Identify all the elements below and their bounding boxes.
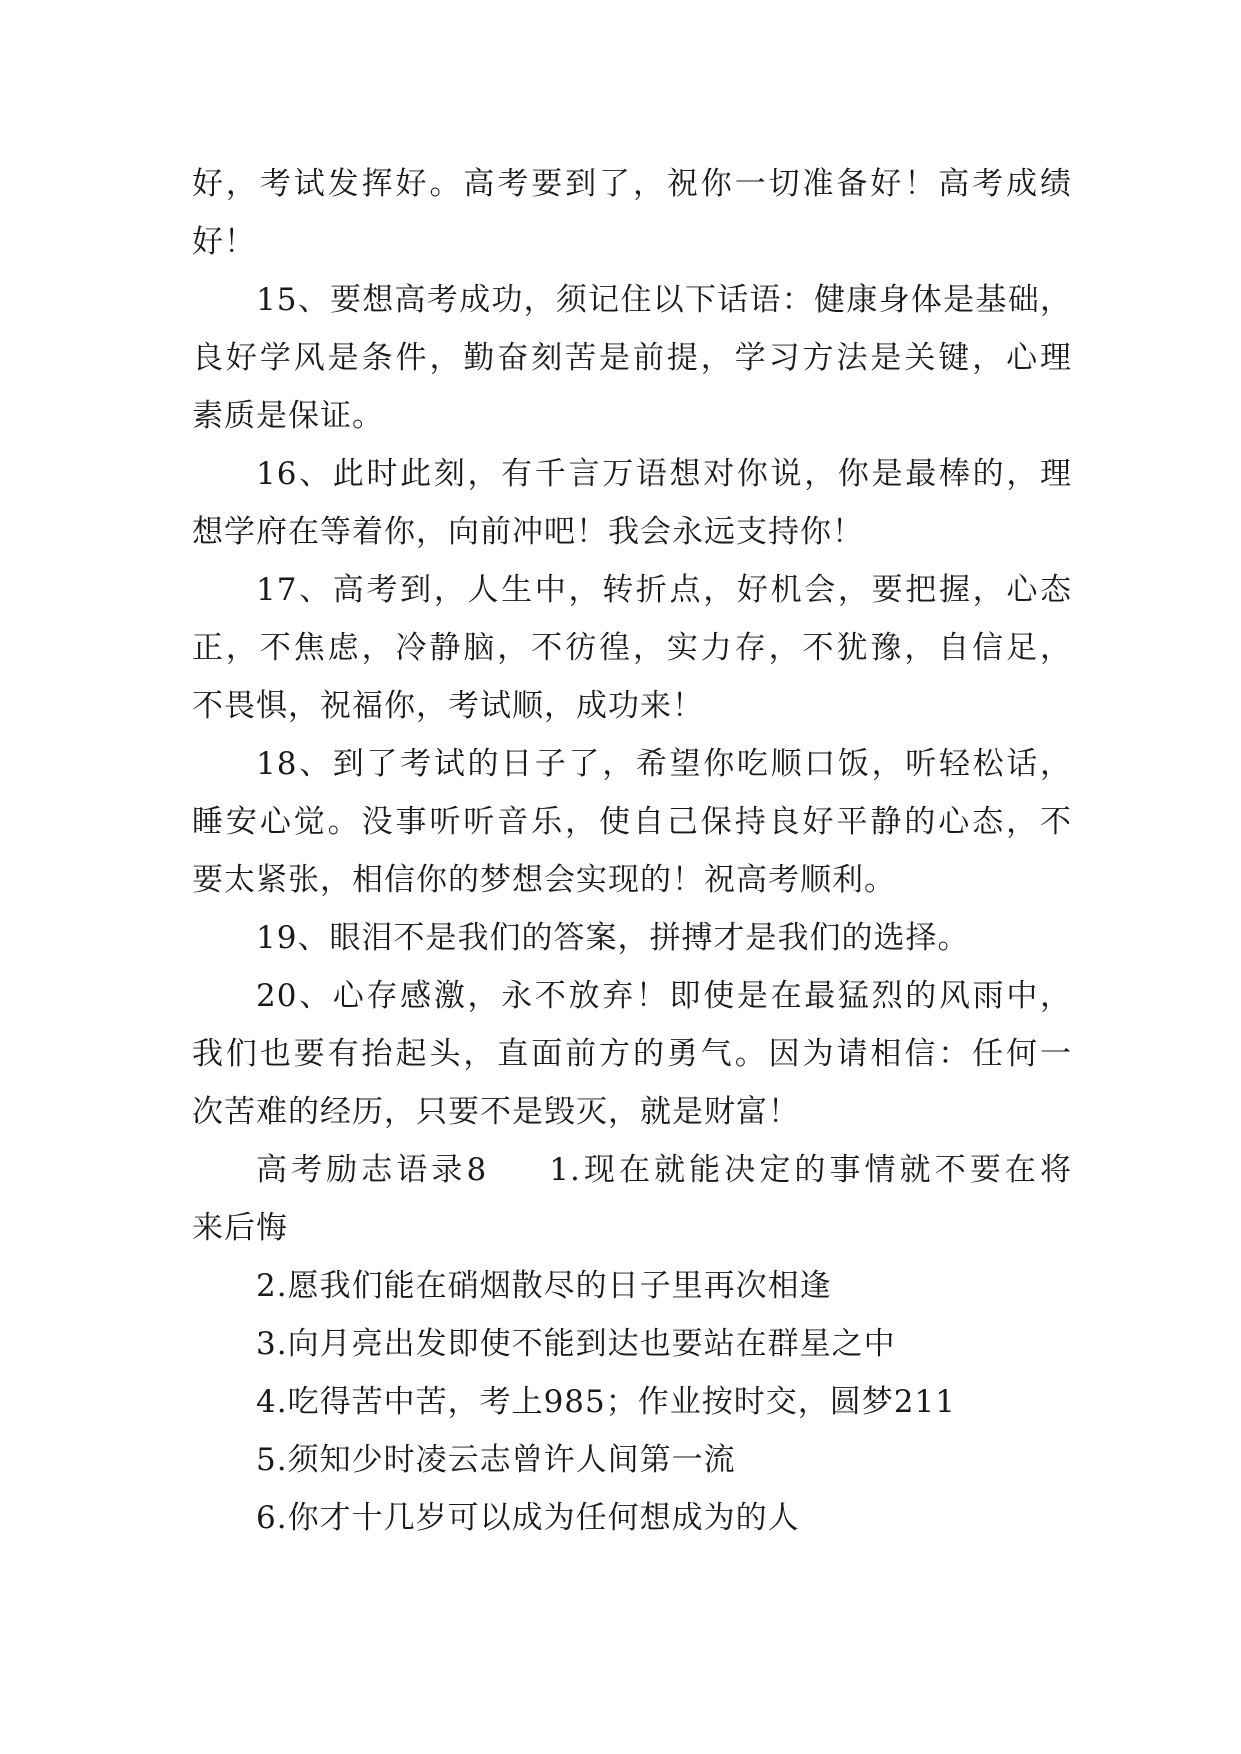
paragraph-line: 我们也要有抬起头，直面前方的勇气。因为请相信：任何一 <box>192 1036 1072 1072</box>
paragraph-line: 良好学风是条件，勤奋刻苦是前提，学习方法是关键，心理 <box>192 340 1072 376</box>
paragraph-line: 睡安心觉。没事听听音乐，使自己保持良好平静的心态，不 <box>192 804 1072 840</box>
paragraph-line: 20、心存感激，永不放弃！即使是在最猛烈的风雨中， <box>256 978 1072 1014</box>
paragraph-line: 16、此时此刻，有千言万语想对你说，你是最棒的，理 <box>256 456 1072 492</box>
paragraph-line: 正，不焦虑，冷静脑，不彷徨，实力存，不犹豫，自信足， <box>192 630 1072 666</box>
list-item: 2.愿我们能在硝烟散尽的日子里再次相逢 <box>256 1268 832 1304</box>
section-heading-line <box>192 1141 1072 1199</box>
list-item: 1.现在就能决定的事情就不要在将 <box>549 1152 1072 1188</box>
paragraph-line: 素质是保证。 <box>192 398 384 434</box>
list-item: 3.向月亮出发即使不能到达也要站在群星之中 <box>256 1326 896 1362</box>
paragraph-line: 要太紧张，相信你的梦想会实现的！祝高考顺利。 <box>192 862 896 898</box>
paragraph-line: 不畏惧，祝福你，考试顺，成功来！ <box>192 688 704 724</box>
list-item: 5.须知少时凌云志曾许人间第一流 <box>256 1442 736 1478</box>
paragraph-line: 17、高考到，人生中，转折点，好机会，要把握，心态 <box>256 572 1072 608</box>
list-item: 4.吃得苦中苦，考上985；作业按时交，圆梦211 <box>256 1384 956 1420</box>
paragraph-line: 15、要想高考成功，须记住以下话语：健康身体是基础， <box>256 282 1072 318</box>
paragraph-line: 次苦难的经历，只要不是毁灭，就是财富！ <box>192 1094 800 1130</box>
paragraph-line: 好，考试发挥好。高考要到了，祝你一切准备好！高考成绩 <box>192 166 1072 202</box>
paragraph-line: 好！ <box>192 224 256 260</box>
paragraph-line: 19、眼泪不是我们的答案，拼搏才是我们的选择。 <box>256 920 970 956</box>
section-heading: 高考励志语录8 <box>256 1152 488 1188</box>
list-item: 6.你才十几岁可以成为任何想成为的人 <box>256 1500 800 1536</box>
document-body <box>192 155 1072 1547</box>
list-item-continuation: 来后悔 <box>192 1210 288 1246</box>
paragraph-line: 想学府在等着你，向前冲吧！我会永远支持你！ <box>192 514 864 550</box>
paragraph-line: 18、到了考试的日子了，希望你吃顺口饭，听轻松话， <box>256 746 1072 782</box>
